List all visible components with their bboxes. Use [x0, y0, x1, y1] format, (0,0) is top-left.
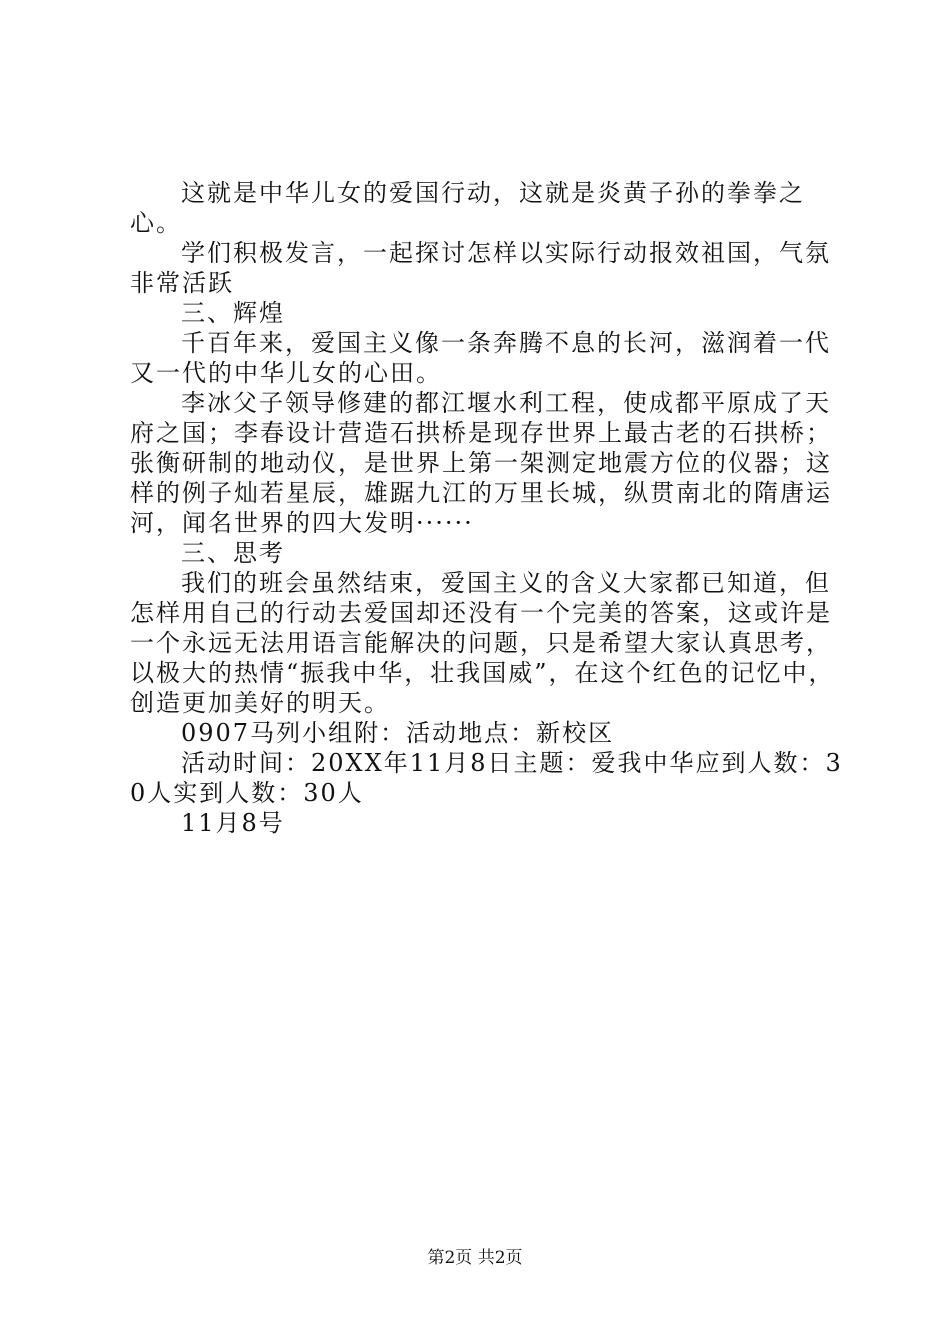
- paragraph-discussion: 学们积极发言，一起探讨怎样以实际行动报效祖国，气氛非常活跃: [130, 239, 831, 297]
- paragraph-block-top: [130, 178, 850, 238]
- page-number-footer: 第2页 共2页: [427, 1248, 523, 1268]
- paragraph-block-main: [130, 238, 850, 838]
- paragraph-achievements: 李冰父子领导修建的都江堰水利工程，使成都平原成了天府之国；李春设计营造石拱桥是现存世界上最古老的石拱桥；张衡研制的地动仪，是世界上第一架测定地震方位的仪器；这样的例子灿若星辰，雄踞九江的万里长城，纵贯南北的隋唐运河，闻名世界的四大发明······: [130, 389, 832, 537]
- paragraph-long-river: 千百年来，爱国主义像一条奔腾不息的长河，滋润着一代又一代的中华儿女的心田。: [130, 329, 831, 387]
- paragraph-patriotic-action: 这就是中华儿女的爱国行动，这就是炎黄子孙的拳拳之心。: [130, 179, 805, 237]
- paragraph-location: 0907马列小组附：活动地点：新校区: [181, 719, 615, 747]
- heading-glory: 三、辉煌: [181, 299, 285, 327]
- paragraph-class-meeting: 我们的班会虽然结束，爱国主义的含义大家都已知道，但怎样用自己的行动去爱国却还没有一个完美的答案，这或许是一个永远无法用语言能解决的问题，只是希望大家认真思考，以极大的热情“振我中华，壮我国威”，在这个红色的记忆中，创造更加美好的明天。: [130, 569, 835, 717]
- heading-reflection: 三、思考: [181, 539, 285, 567]
- paragraph-activity-details: 活动时间：20XX年11月8日主题：爱我中华应到人数：30人实到人数：30人: [130, 749, 843, 807]
- paragraph-date: 11月8号: [181, 809, 285, 837]
